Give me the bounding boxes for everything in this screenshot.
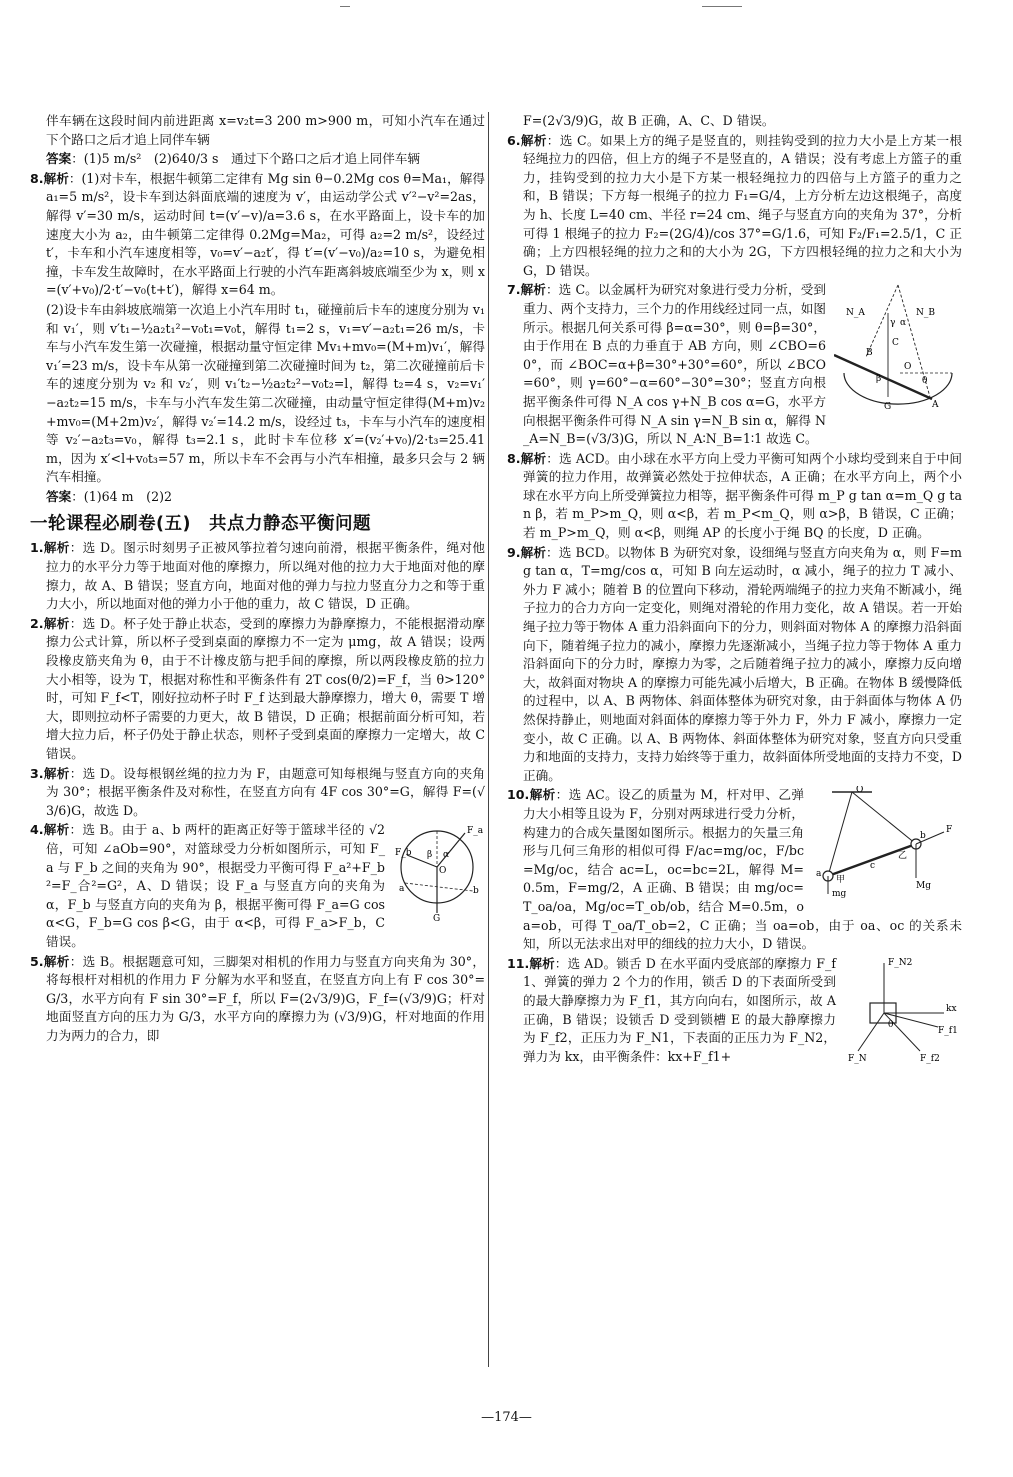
s3-block <box>30 765 485 821</box>
beta-label: β <box>427 850 433 861</box>
basketball-force-figure <box>393 821 485 921</box>
r9-label: 9.解析 <box>507 544 547 560</box>
r9-block <box>507 544 962 786</box>
answer-label: 答案 <box>46 151 72 167</box>
left-column <box>30 112 485 1047</box>
q8-part1: ：(1)对卡车，根据牛顿第二定律有 Mg sin θ−0.2Mg cos θ=Ma₁，解得 a₁=5 m/s²，设卡车到达斜面底端的速度为 v′，由运动学公式 v′²−v²=2as，解得 v′=30 m/s，运动时间 t=(v′−v)/a=3.6 s，在水平路面上，设卡车的加速度大小为 a₂，由牛顿第二定律得 0.2Mg=Ma₂，可得 a₂=2 m/s²，设经过 t′，卡车和小汽车速度相等，v₀=v′−a₂t′，得 t′=(v′−v₀)/a₂=10 s，为避免相撞，卡车发生故障时，在水平路面上行驶的小汽车距离斜坡底端至少为 x，则 x=(v′+v₀)/2·t′−v₀(t+t′)，解得 x=64 m。 <box>46 170 485 298</box>
ff1-label: F_f1 <box>938 1025 958 1036</box>
o-point-label: O <box>904 362 912 373</box>
r9-text: ：选 BCD。以物体 B 为研究对象，设细绳与竖直方向夹角为 α，则 F=mg tan α，T=mg/cos α，可知 B 向左运动时，α 减小，绳子的拉力 T 减小、外力 F 减小；随着 B 的位置向下移动，滑轮两端绳子的拉力夹角不断减小，绳子拉力的合力方向一定变化，则绳对滑轮的作用力变化，故 A 错误。若一开始绳子拉力等于物体 A 重力沿斜面向下的分力，则斜面对物体 A 的摩擦力沿斜面向下，随着绳子拉力的减小，摩擦力先逐渐减小，当绳子拉力等于物体 A 重力沿斜面向下的分力时，摩擦力为零，之后随着绳子拉力的减小，摩擦力反向增大，故斜面对物块 A 的摩擦力可能先减小后增大，B 正确。在物体 B 缓慢降低的过程中，以 A、B 两物体、斜面体整体为研究对象，由于斜面体与物体 A 仍然保持静止，则地面对斜面体的摩擦力等于外力 F，外力 F 减小，摩擦力一定变小，故 C 正确。以 A、B 两物体、斜面体整体为研究对象，竖直方向只受重力和地面的支持力，支持力始终等于重力，故斜面体所受地面的支持力不变，D 正确。 <box>523 544 962 783</box>
fa-label: F_a <box>467 826 484 837</box>
right-continued-paragraph: F=(2√3/9)G，故 B 正确，A、C、D 错误。 <box>523 113 775 128</box>
s2-block <box>30 615 485 764</box>
string-ob <box>852 792 916 844</box>
s3-text: ：选 D。设每根钢丝绳的拉力为 F，由题意可知每根绳与竖直方向的夹角为 30°；根据平衡条件及对称性，在竖直方向有 4F cos 30°=G，解得 F=(√3/6)G，故选 D。 <box>46 765 485 818</box>
yi-label: 乙 <box>898 851 908 862</box>
jia-label: 甲 <box>836 875 846 886</box>
answer-line-2 <box>30 488 485 507</box>
r11-label: 11.解析 <box>507 955 555 971</box>
s5-text: ：选 B。根据题意可知，三脚架对相机的作用力与竖直方向夹角为 30°，将每根杆对相机的作用力 F 分解为水平和竖直，在竖直方向上有 F cos 30°=G/3，水平方向有 F sin 30°=F_f，所以 F=(2√3/9)G，F_f=(√3/9)G；杆对地面竖直方向的压力为 G/3，水平方向的摩擦力为 (√3/9)G，杆对地面的作用力为两力的合力，即 <box>46 953 485 1043</box>
fn-vector <box>858 1013 884 1051</box>
s2-label: 2.解析 <box>30 615 70 631</box>
c-label-10: c <box>870 861 876 872</box>
r8-text: ：选 ACD。由小球在水平方向上受力平衡可知两个小球均受到来自于中间弹簧的拉力作用，故弹簧必然处于拉伸状态，A 正确；在水平方向上，两个小球在水平方向上所受弹簧拉力相等，据平衡条件可得 m_P g tan α=m_Q g tan β，若 m_P>m_Q，则 α<β，若 m_P<m_Q，则 α>β，B 错误，C 正确；若 m_P>m_Q，则 α<β，则绳 AP 的长度小于绳 BQ 的长度，D 正确。 <box>523 450 962 541</box>
r10-text: ：选 AC。设乙的质量为 M，杆对甲、乙弹力大小相等且设为 F，分别对两球进行受力分析，构建力的合成矢量图如图所示。根据力的矢量三角形与几何三角形的相似可得 F/ac=mg/oc，F/bc=Mg/oc，结合 ac=L，oc=bc=2L，解得 M=0.5m，F=mg/2，A 正确、B 错误；由 mg/oc=T_oa/oa，Mg/oc=T_ob/ob，结合 M=0.5m，oa=ob，可得 T_oa/T_ob=2，C 正确；当 oa=ob，由于 oa、oc 的关系未知，所以无法求出对甲的细线的拉力大小，D 错误。 <box>523 787 962 952</box>
fn2-label: F_N2 <box>888 957 913 968</box>
s5-block <box>30 953 485 1046</box>
alpha-label-7: α <box>900 318 907 329</box>
r8-label: 8.解析 <box>507 450 547 466</box>
r7-block <box>507 281 962 448</box>
q8-block <box>30 170 485 300</box>
f-label: F <box>946 825 953 836</box>
q8-label: 8.解析 <box>30 170 69 186</box>
a-point-label: A <box>932 400 939 411</box>
fb-label: F_b <box>395 848 412 859</box>
ff2-label: F_f2 <box>920 1053 940 1064</box>
fn-label: F_N <box>848 1053 867 1064</box>
theta-label: θ <box>922 376 928 387</box>
r10-label: 10.解析 <box>507 787 556 803</box>
b-label: b <box>473 886 479 897</box>
page-number: —174— <box>481 1410 532 1425</box>
g-label: G <box>433 914 441 922</box>
left-intro-paragraph: 伴车辆在这段时间内前进距离 x=v₂t=3 200 m>900 m，可知小汽车在通过下个路口之后才追上同伴车辆 <box>46 113 485 147</box>
s1-label: 1.解析 <box>30 540 70 556</box>
s1-text: ：选 D。图示时刻男子正被风筝拉着匀速向前滑，根据平衡条件，绳对他拉力的水平分力等于地面对他的摩擦力，所以绳对他的拉力大于地面对他的摩擦力，故 A、B 错误；竖直方向，地面对他的弹力与拉力竖直分力之和等于重力大小，所以地面对他的弹力小于他的重力，故 C 错误，D 正确。 <box>46 540 485 612</box>
s5-label: 5.解析 <box>30 953 70 969</box>
rod-bowl-figure <box>834 281 962 411</box>
top-mark-right <box>702 6 742 7</box>
g-label-7: G <box>884 402 892 412</box>
section-title: 一轮课程必刷卷(五) 共点力静态平衡问题 <box>30 514 371 535</box>
answer2-label: 答案 <box>46 488 72 504</box>
r7-label: 7.解析 <box>507 282 546 298</box>
rod-two-balls-figure <box>812 786 962 898</box>
q8-part2: (2)设卡车由斜坡底端第一次追上小汽车用时 t₁，碰撞前后卡车的速度分别为 v₁ 和 v₁′，则 v′t₁−½a₂t₁²−v₀t₁=v₀t，解得 t₁=2 s，v₁=v′−a₂t₁=26 m/s，卡车与小汽车发生第一次碰撞，根据动量守恒定律 Mv₁+mv₀=(M+m)v₁′，解得 v₁′=23 m/s，设卡车从第一次碰撞到第二次碰撞时间为 t₂，第二次碰撞前后卡车的速度分别为 v₂ 和 v₂′，则 v₁′t₂−½a₂t₂²−v₀t₂=l，解得 t₂=4 s，v₂=v₁′−a₂t₂=15 m/s，卡车与小汽车发生第二次碰撞，由动量守恒定律得(M+m)v₂+mv₀=(M+2m)v₂′，解得 v₂′=14.2 m/s，设经过 t₃，卡车与小汽车的速度相等 v₂′−a₂t₃=v₀，解得 t₃=2.1 s，此时卡车位移 x′=(v₂′+v₀)/2·t₃=25.41 m，因为 x′<l+v₀t₃=57 m，所以卡车不会再与小汽车相撞，最多只会与 2 辆汽车相撞。 <box>46 301 485 485</box>
answer2-text: ：(1)64 m (2)2 <box>71 488 173 504</box>
metal-rod <box>834 355 932 399</box>
r10-block <box>507 786 962 953</box>
r8-block <box>507 450 962 543</box>
s4-block <box>30 821 485 951</box>
c-label: C <box>892 338 899 349</box>
ff2-vector <box>884 1013 920 1051</box>
right-column <box>507 112 962 1069</box>
beta-label-7: β <box>876 374 882 385</box>
r6-label: 6.解析 <box>507 132 547 148</box>
s3-label: 3.解析 <box>30 765 70 781</box>
s1-block <box>30 539 485 613</box>
r11-text: ：选 AD。锁舌 D 在水平面内受底部的摩擦力 F_f1、弹簧的弹力 2 个力的作用，锁舌 D 的下表面所受到的最大静摩擦力为 F_f1，其方向向右，如图所示，故 A 正确，B 错误；设锁舌 D 受到锁槽 E 的最大静摩擦力为 F_f2，正压力为 F_N1，下表面的正压力为 F_N2，弹力为 kx，由平衡条件：kx+F_f1+ <box>523 955 837 1064</box>
mg-label-jia: mg <box>832 889 847 899</box>
r11-block <box>507 955 962 1067</box>
o-label: O <box>439 866 447 877</box>
a-label: a <box>399 884 405 895</box>
theta-label-11: θ <box>888 1019 894 1030</box>
alpha-label: α <box>443 850 450 861</box>
kx-label: kx <box>946 1003 957 1014</box>
na-label: N_A <box>846 308 865 319</box>
mg-label-yi: Mg <box>916 881 931 892</box>
s2-text: ：选 D。杯子处于静止状态，受到的摩擦力为静摩擦力，不能根据滑动摩擦力公式计算，所以杯子受到桌面的摩擦力不一定为 μmg，故 A 错误；设两段橡皮筋夹角为 θ，由于不计橡皮筋与把手间的摩擦，所以两段橡皮筋的拉力大小相等，设为 T，根据对称性和平衡条件有 2T cos(θ/2)=F_f，当 θ>120° 时，可知 F_f<T，刚好拉动杯子时 F_f 达到最大静摩擦力，增大 θ，需要 T 增大，即则拉动杯子需要的力更大，故 B 错误，D 正确；根据前面分析可知，若增大拉力后，杯子仍处于静止状态，则杯子受到桌面的摩擦力一定增大，故 C 错误。 <box>46 615 485 761</box>
lock-tongue-figure <box>844 955 962 1067</box>
top-mark-left <box>340 6 350 7</box>
b-label-10: b <box>920 831 926 842</box>
column-divider <box>488 112 489 1367</box>
ab-dashed-line <box>405 883 473 891</box>
fa-vector <box>437 833 465 867</box>
r7-text: ：选 C。以金属杆为研究对象进行受力分析，受到重力、两个支持力，三个力的作用线经过同一点，如图所示。根据几何关系可得 β=α=30°，则 θ=β=30°，由于作用在 B 点的力垂直于 AB 方向，则 ∠CBO=60°，而 ∠BOC=α+β=30°+30°=60°，所以 ∠BCO=60°，则 γ=60°−α=60°−30°=30°；竖直方向根据平衡条件可得 N_A cos γ+N_B cos α=G，水平方向根据平衡条件可得 N_A sin γ=N_B sin α，解得 N_A=N_B=(√3/3)G，所以 N_A∶N_B=1∶1 故选 C。 <box>523 282 826 447</box>
a-label-10: a <box>816 869 822 880</box>
gamma-label: γ <box>890 318 896 329</box>
r6-block <box>507 132 962 281</box>
s4-text: ：选 B。由于 a、b 两杆的距离正好等于篮球半径的 √2 倍，可知 ∠aOb=90°，对篮球受力分析如图所示，可知 F_a 与 F_b 之间的夹角为 90°，根据受力平衡可得 F_a²+F_b²=F_合²=G²，A、D 错误；设 F_a 与竖直方向的夹角为 α，F_b 与竖直方向的夹角为 β，根据平衡可得 F_a=G cos α<G，F_b=G cos β<G，由于 α<β，可得 F_a>F_b，C 错误。 <box>46 822 385 949</box>
nb-label: N_B <box>916 308 935 319</box>
s4-label: 4.解析 <box>30 822 70 838</box>
string-oa <box>828 792 852 876</box>
answer-line-1 <box>30 150 485 169</box>
r6-text: ：选 C。如果上方的绳子是竖直的，则挂钩受到的拉力大小是上方某一根轻绳拉力的四倍，但上方的绳子不是竖直的，A 错误；没有考虑上方篮子的重力，挂钩受到的拉力大小是下方某一根轻绳拉力的四倍与上方篮子的重力之和，B 错误；下方每一根绳子的拉力 F₁=G/4，上方分析左边这根绳子，高度为 h、长度 L=40 cm、半径 r=24 cm、绳子与竖直方向的夹角为 37°，分析可得 1 根绳子的拉力 F₂=(2G/4)/cos 37°=G/1.6，可知 F₂/F₁=2.5/1，C 正确；上方四根轻绳的拉力之和的大小为 2G，下方四根轻绳的拉力之和大小为 G，D 错误。 <box>523 132 962 278</box>
b-point-label: B <box>866 348 873 359</box>
o-label-10: O <box>856 786 864 796</box>
answer-text: ：(1)5 m/s² (2)640/3 s 通过下个路口之后才追上同伴车辆 <box>71 151 421 167</box>
